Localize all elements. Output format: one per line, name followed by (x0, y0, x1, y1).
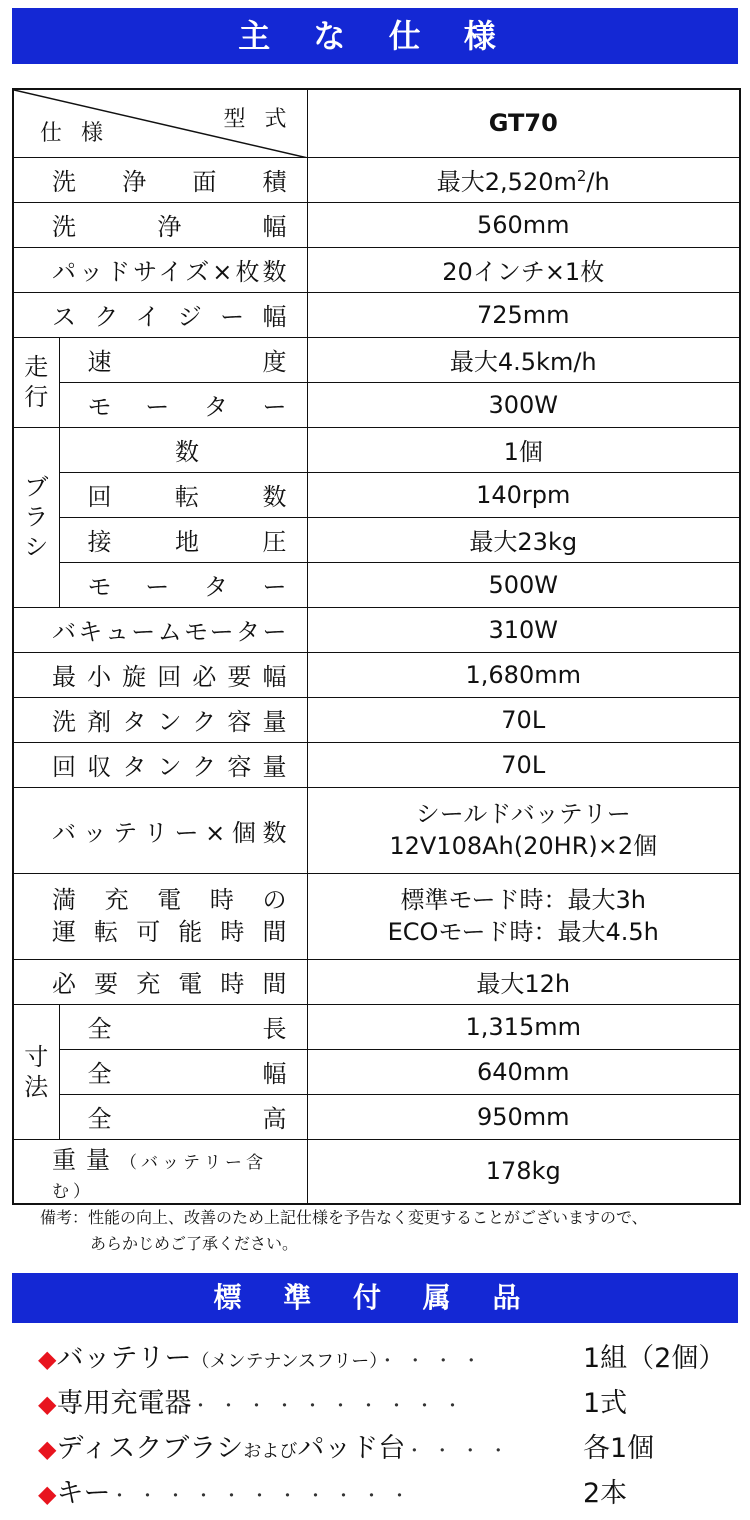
accessory-note-2: および (243, 1441, 298, 1462)
spec-value-cell: 最大4.5km/h (307, 337, 740, 382)
spec-value-cell: 640mm (307, 1049, 740, 1094)
spec-value-line: 12V108Ah(20HR)×2個 (389, 832, 658, 860)
spec-label-cell: 回転数 (59, 472, 307, 517)
leader-dots: ・・・・ (378, 1351, 491, 1372)
spec-row (13, 202, 740, 247)
spec-row (13, 1139, 740, 1204)
spec-value-cell: 20インチ×1枚 (307, 247, 740, 292)
spec-row (13, 652, 740, 697)
spec-row (13, 1094, 740, 1139)
spec-value-cell: 70L (307, 697, 740, 742)
spec-value-cell: 70L (307, 742, 740, 787)
spec-value-line: 標準モード時：最大3h (400, 886, 647, 914)
accessories-banner (12, 1273, 738, 1323)
accessory-item (38, 1471, 738, 1516)
spec-value-cell: 950mm (307, 1094, 740, 1139)
spec-label-line: 満充電時の (52, 886, 287, 914)
spec-value-cell: 1,315mm (307, 1004, 740, 1049)
diamond-bullet-icon: ◆ (38, 1435, 57, 1463)
spec-label-cell: 数 (59, 427, 307, 472)
spec-value-line: シールドバッテリー (415, 800, 631, 828)
accessory-qty: 1式 (583, 1388, 628, 1419)
spec-row (13, 562, 740, 607)
diamond-bullet-icon: ◆ (38, 1390, 57, 1418)
diamond-bullet-icon: ◆ (38, 1345, 57, 1373)
spec-row (13, 607, 740, 652)
spec-banner-title: 主 な 仕 様 (238, 17, 512, 55)
spec-row (13, 247, 740, 292)
accessory-name: ディスクブラシ (56, 1433, 244, 1464)
spec-row (13, 517, 740, 562)
spec-label-cell (13, 1139, 307, 1204)
spec-value-cell: 1個 (307, 427, 740, 472)
spec-row (13, 427, 740, 472)
accessory-qty: 1組（2個） (583, 1343, 726, 1374)
spec-label-cell: バッテリー×個数 (13, 787, 307, 873)
spec-value-cell: 最大12h (307, 959, 740, 1004)
spec-value-cell (307, 157, 740, 202)
spec-value-cell: 725mm (307, 292, 740, 337)
spec-value-cell (307, 873, 740, 959)
spec-label-cell (13, 873, 307, 959)
spec-label-text: 重量 (52, 1145, 120, 1174)
note-line-1: 備考：性能の向上、改善のため上記仕様を予告なく変更することがございますので、 (40, 1208, 648, 1227)
leader-dots: ・・・・・・・・・・ (191, 1396, 472, 1417)
spec-label-cell: 洗剤タンク容量 (13, 697, 307, 742)
spec-value-sup: 2 (576, 167, 587, 185)
spec-label-cell: 全高 (59, 1094, 307, 1139)
spec-row (13, 787, 740, 873)
accessory-note: （メンテナンスフリー） (191, 1351, 379, 1372)
spec-label-cell: 接地圧 (59, 517, 307, 562)
category-label: 走 行 (13, 337, 59, 427)
leader-dots: ・・・・・・・・・・・ (110, 1486, 419, 1507)
spec-row (13, 959, 740, 1004)
spec-value-unit: /h (586, 168, 610, 196)
spec-value-line: ECOモード時：最大4.5h (387, 918, 659, 946)
spec-value-cell: 最大23kg (307, 517, 740, 562)
spec-label-cell: パッドサイズ×枚数 (13, 247, 307, 292)
spec-row (13, 472, 740, 517)
spec-label-cell: バキュームモーター (13, 607, 307, 652)
accessory-item (38, 1426, 738, 1471)
spec-label-cell: 回収タンク容量 (13, 742, 307, 787)
model-label: 型 式 (223, 107, 293, 132)
category-label: ブ ラ シ (13, 427, 59, 607)
spec-value-cell: 140rpm (307, 472, 740, 517)
spec-label-line: 運転可能時間 (52, 918, 287, 946)
spec-banner (12, 8, 738, 64)
accessory-name: キー (56, 1478, 111, 1509)
spec-row (13, 382, 740, 427)
spec-label-cell: 速度 (59, 337, 307, 382)
accessories-banner-title: 標 準 付 属 品 (213, 1281, 537, 1314)
spec-label-cell: スクイジー幅 (13, 292, 307, 337)
spec-value-cell (307, 787, 740, 873)
spec-label-cell: 必要充電時間 (13, 959, 307, 1004)
spec-row (13, 292, 740, 337)
spec-value-cell: 560mm (307, 202, 740, 247)
spec-row (13, 1004, 740, 1049)
accessory-qty: 2本 (583, 1478, 628, 1509)
spec-label: 仕 様 (40, 121, 109, 146)
spec-label-cell: 全長 (59, 1004, 307, 1049)
note-line-2: あらかじめご了承ください。 (90, 1234, 299, 1253)
spec-label-cell: モーター (59, 562, 307, 607)
category-label: 寸 法 (13, 1004, 59, 1139)
spec-value-text: 最大2,520m (436, 168, 577, 196)
spec-value-cell: 500W (307, 562, 740, 607)
spec-row (13, 1049, 740, 1094)
spec-label-cell: モーター (59, 382, 307, 427)
spec-label-cell: 洗浄幅 (13, 202, 307, 247)
spec-value-cell: 300W (307, 382, 740, 427)
accessory-name: 専用充電器 (56, 1388, 192, 1419)
header-diagonal-cell (13, 89, 307, 157)
accessory-item (38, 1336, 738, 1381)
spec-row (13, 157, 740, 202)
spec-table (12, 88, 741, 1205)
spec-row (13, 697, 740, 742)
accessories-list (38, 1336, 738, 1516)
spec-value-cell: 178kg (307, 1139, 740, 1204)
accessory-item (38, 1381, 738, 1426)
accessory-qty: 各1個 (583, 1433, 655, 1464)
spec-label-cell: 全幅 (59, 1049, 307, 1094)
leader-dots: ・・・・ (405, 1441, 518, 1462)
spec-row (13, 337, 740, 382)
diamond-bullet-icon: ◆ (38, 1480, 57, 1508)
spec-row (13, 742, 740, 787)
spec-label-cell: 最小旋回必要幅 (13, 652, 307, 697)
note (40, 1205, 740, 1257)
spec-value-cell: 1,680mm (307, 652, 740, 697)
spec-label-cell: 洗浄面積 (13, 157, 307, 202)
spec-label-note: （バッテリー含む） (52, 1152, 267, 1202)
spec-row (13, 873, 740, 959)
spec-value-cell: 310W (307, 607, 740, 652)
model-name: GT70 (307, 89, 740, 157)
accessory-name-2: パッド台 (297, 1433, 406, 1464)
accessory-name: バッテリー (56, 1343, 192, 1374)
